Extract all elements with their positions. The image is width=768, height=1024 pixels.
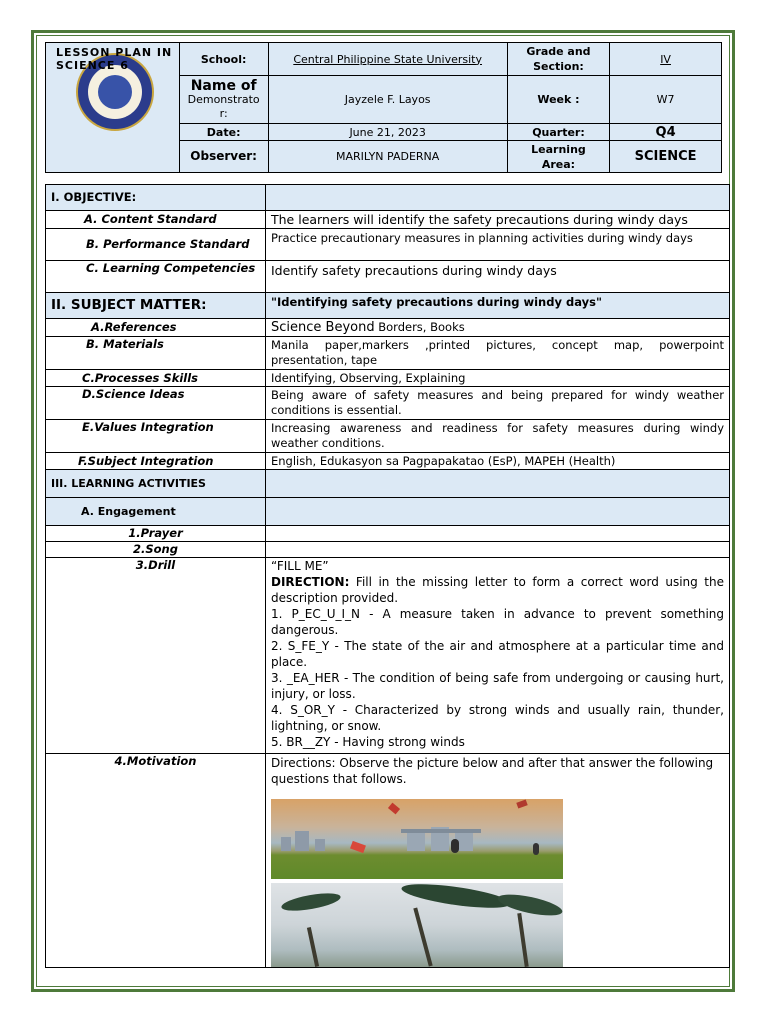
process-skills-value: Identifying, Observing, Explaining [266, 370, 730, 387]
references-value-rest: Borders, Books [374, 320, 465, 334]
week-value: W7 [610, 76, 722, 124]
objective-heading-blank [266, 185, 730, 211]
song-label: 2.Song [46, 542, 266, 558]
demonstrator-label [179, 76, 268, 124]
motivation-label: 4.Motivation [46, 754, 266, 968]
learning-activities-heading: III. LEARNING ACTIVITIES [46, 470, 266, 498]
drill-direction-label: DIRECTION: [271, 575, 350, 589]
drill-title: “FILL ME” [271, 559, 329, 573]
demonstrator-label-bottom: Demonstrator: [187, 92, 260, 120]
references-value [266, 319, 730, 337]
drill-label: 3.Drill [46, 558, 266, 754]
subject-matter-topic: "Identifying safety precautions during windy days" [266, 293, 730, 319]
logo-cell [46, 43, 180, 173]
school-label: School: [179, 43, 268, 76]
process-skills-label: C.Processes Skills [46, 370, 266, 387]
content-standard-label: A. Content Standard [46, 211, 266, 229]
drill-item-4: 4. S_OR_Y - Characterized by strong winds and usually rain, thunder, lightning, or snow. [271, 703, 724, 733]
materials-value: Manila paper,markers ,printed pictures, concept map, powerpoint presentation, tape [266, 337, 730, 370]
motivation-text: Directions: Observe the picture below and after that answer the following questions that follows. [271, 756, 714, 786]
area-value: SCIENCE [610, 141, 722, 173]
song-value [266, 542, 730, 558]
performance-standard-value: Practice precautionary measures in planning activities during windy days [266, 229, 730, 261]
engagement-blank [266, 498, 730, 526]
learning-activities-blank [266, 470, 730, 498]
subject-matter-heading: II. SUBJECT MATTER: [46, 293, 266, 319]
quarter-label: Quarter: [507, 124, 609, 141]
demonstrator-value: Jayzele F. Layos [268, 76, 507, 124]
drill-item-2: 2. S_FE_Y - The state of the air and atmosphere at a particular time and place. [271, 639, 724, 669]
week-label: Week : [507, 76, 609, 124]
quarter-value: Q4 [610, 124, 722, 141]
drill-content [266, 558, 730, 754]
prayer-value [266, 526, 730, 542]
date-label: Date: [179, 124, 268, 141]
area-label: Learning Area: [507, 141, 609, 173]
references-label: A.References [46, 319, 266, 337]
values-integration-label: E.Values Integration [46, 420, 266, 453]
subject-integration-value: English, Edukasyon sa Pagpapakatao (EsP), MAPEH (Health) [266, 453, 730, 470]
lesson-plan-table [45, 184, 730, 968]
motivation-content [266, 754, 730, 968]
learning-competencies-value: Identify safety precautions during windy days [266, 261, 730, 293]
objective-heading: I. OBJECTIVE: [46, 185, 266, 211]
content-standard-value: The learners will identify the safety precautions during windy days [266, 211, 730, 229]
windy-palm-trees-picture [271, 883, 563, 967]
observer-label: Observer: [179, 141, 268, 173]
grade-value: IV [610, 43, 722, 76]
header-table [45, 42, 722, 173]
performance-standard-label: B. Performance Standard [46, 229, 266, 261]
kite-flying-picture [271, 799, 563, 879]
references-value-main: Science Beyond [271, 320, 375, 335]
science-ideas-label: D.Science Ideas [46, 387, 266, 420]
drill-item-3: 3. _EA_HER - The condition of being safe from undergoing or causing hurt, injury, or loss. [271, 671, 724, 701]
drill-item-5: 5. BR__ZY - Having strong winds [271, 735, 465, 749]
observer-value: MARILYN PADERNA [268, 141, 507, 173]
values-integration-value: Increasing awareness and readiness for safety measures during windy weather conditions. [266, 420, 730, 453]
engagement-heading: A. Engagement [46, 498, 266, 526]
grade-label: Grade and Section: [507, 43, 609, 76]
drill-item-1: 1. P_EC_U_I_N - A measure taken in advance to prevent something dangerous. [271, 607, 724, 637]
date-value: June 21, 2023 [268, 124, 507, 141]
science-ideas-value: Being aware of safety measures and being prepared for windy weather conditions is essential. [266, 387, 730, 420]
drill-direction [271, 574, 724, 606]
materials-label: B. Materials [46, 337, 266, 370]
learning-competencies-label: C. Learning Competencies [46, 261, 266, 293]
prayer-label: 1.Prayer [46, 526, 266, 542]
lesson-plan-title: LESSON PLAN IN SCIENCE 6 [56, 46, 173, 72]
drill-direction-text: Fill in the missing letter to form a correct word using the description provided. [271, 575, 724, 605]
subject-integration-label: F.Subject Integration [46, 453, 266, 470]
school-value: Central Philippine State University [268, 43, 507, 76]
demonstrator-label-top: Name of [190, 77, 257, 94]
